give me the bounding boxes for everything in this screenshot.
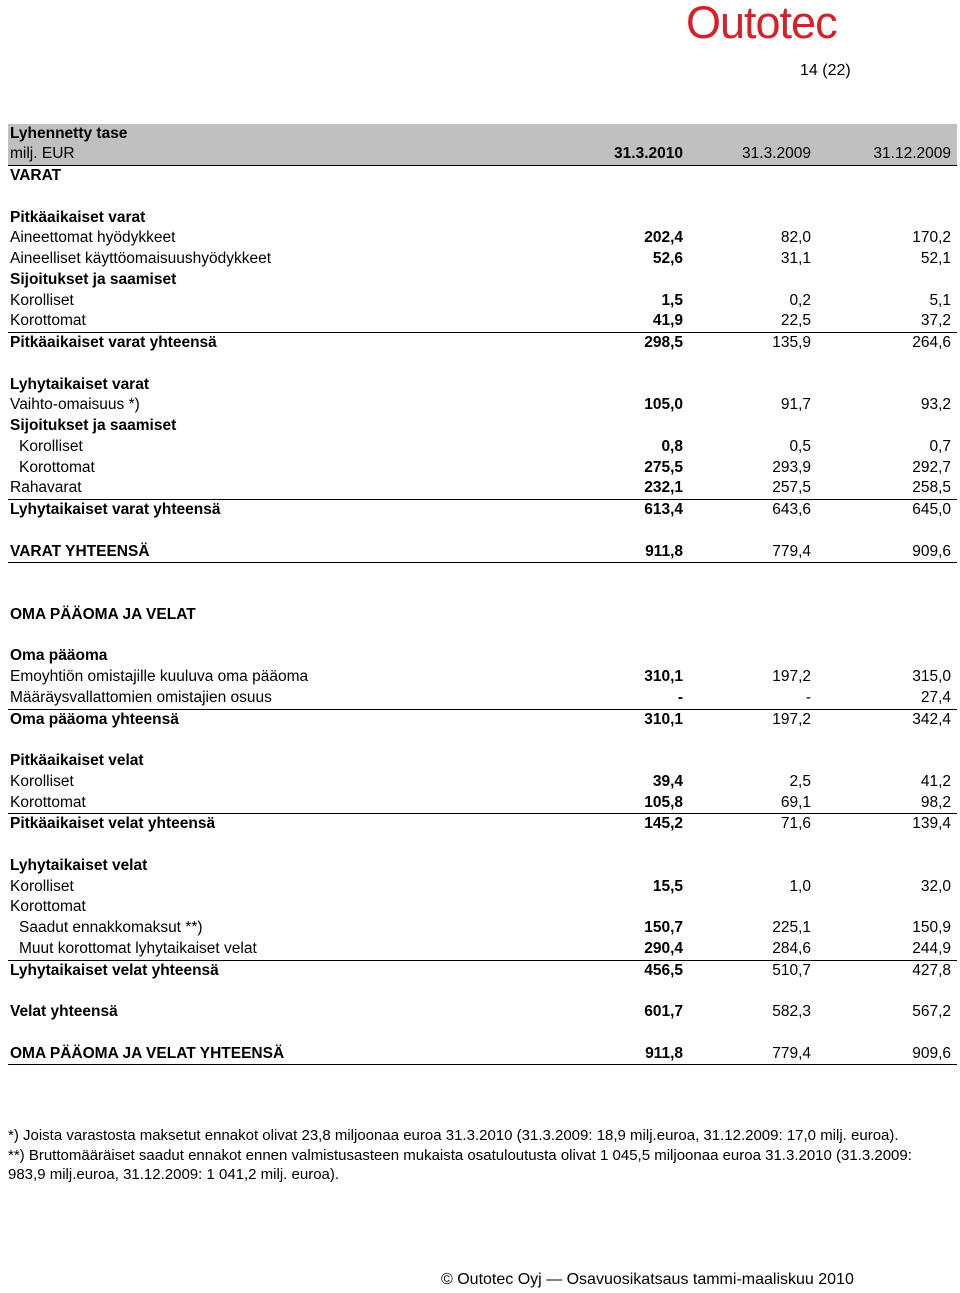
- row-value-col2: 135,9: [772, 334, 811, 351]
- row-value-col1: 52,6: [652, 250, 683, 267]
- table-row: [8, 354, 957, 375]
- row-label: VARAT: [10, 167, 62, 184]
- row-label: Lyhytaikaiset varat: [10, 375, 150, 393]
- table-row: [8, 375, 957, 396]
- row-label: Korolliset: [19, 437, 83, 455]
- row-value-col1: 613,4: [644, 501, 683, 518]
- row-value-col3: 150,9: [912, 919, 951, 936]
- row-value-col2: -: [805, 688, 811, 706]
- row-value-col3: 645,0: [912, 501, 951, 518]
- table-title: Lyhennetty tase: [10, 125, 128, 142]
- table-row: [8, 939, 957, 961]
- row-value-col1: 105,0: [644, 396, 683, 414]
- row-value-col1: 298,5: [644, 334, 683, 351]
- row-value-col3: 244,9: [912, 939, 951, 957]
- footnote-1: *) Joista varastosta maksetut ennakot olivat 23,8 miljoonaa euroa 31.3.2010 (31.3.2009: 18,9 milj.euroa, 31.12.2009: 17,0 milj. euroa).: [8, 1127, 899, 1144]
- row-value-col1: 145,2: [644, 815, 683, 833]
- table-row: [8, 500, 957, 521]
- row-label: Pitkäaikaiset velat yhteensä: [10, 815, 216, 833]
- row-label: Oma pääoma yhteensä: [10, 710, 179, 728]
- row-value-col2: 197,2: [772, 710, 811, 728]
- table-row: [8, 730, 957, 751]
- row-value-col3: 909,6: [912, 542, 951, 560]
- row-value-col2: 225,1: [772, 919, 811, 936]
- row-value-col3: 139,4: [912, 815, 951, 833]
- row-label: Korolliset: [10, 772, 74, 790]
- row-value-col2: 582,3: [772, 1003, 811, 1020]
- table-row: [8, 187, 957, 208]
- row-value-col1: -: [677, 688, 683, 706]
- table-row: [8, 584, 957, 605]
- table-row: [8, 333, 957, 354]
- table-row: [8, 563, 957, 584]
- row-value-col2: 293,9: [772, 458, 811, 476]
- table-row: [8, 688, 957, 710]
- row-label: Muut korottomat lyhytaikaiset velat: [19, 939, 257, 957]
- row-label: OMA PÄÄOMA JA VELAT: [10, 605, 196, 623]
- row-label: Määräysvallattomien omistajien osuus: [10, 688, 272, 706]
- table-row: [8, 416, 957, 437]
- table-row: [8, 270, 957, 291]
- row-label: OMA PÄÄOMA JA VELAT YHTEENSÄ: [10, 1044, 285, 1062]
- row-value-col1: 601,7: [644, 1003, 683, 1020]
- footnote-2: **) Bruttomääräiset saadut ennakot ennen valmistusasteen mukaista osatuloutusta olivat 1 045,5 miljoonaa euroa 31.3.2010 (31.3.2009: 983,9 milj.euroa, 31.12.2009: 1 041,2 milj. euroa).: [8, 1146, 912, 1183]
- balance-sheet-table: [8, 124, 957, 1065]
- column-header-2009q1: 31.3.2009: [742, 145, 811, 162]
- table-row: [8, 166, 957, 187]
- table-row: [8, 897, 957, 918]
- row-label: Aineettomat hyödykkeet: [10, 229, 176, 247]
- row-value-col1: 15,5: [652, 877, 683, 895]
- row-value-col3: 342,4: [912, 710, 951, 728]
- row-label: Pitkäaikaiset velat: [10, 752, 144, 769]
- row-value-col3: 264,6: [912, 334, 951, 351]
- table-row: [8, 667, 957, 688]
- row-value-col1: 911,8: [645, 542, 683, 560]
- row-value-col3: 93,2: [920, 396, 951, 414]
- table-row: [8, 710, 957, 731]
- column-header-2010q1: 31.3.2010: [614, 145, 683, 162]
- row-value-col2: 643,6: [772, 501, 811, 518]
- row-label: Velat yhteensä: [10, 1003, 118, 1020]
- row-value-col1: 456,5: [644, 961, 683, 979]
- row-value-col2: 0,2: [789, 291, 811, 309]
- table-row: [8, 521, 957, 542]
- row-value-col1: 41,9: [652, 312, 683, 330]
- table-unit: milj. EUR: [10, 145, 75, 162]
- row-value-col1: 310,1: [644, 710, 683, 728]
- table-row: [8, 478, 957, 500]
- row-value-col3: 0,7: [929, 437, 951, 455]
- table-row: [8, 835, 957, 856]
- row-label: Lyhytaikaiset varat yhteensä: [10, 501, 221, 518]
- table-row: [8, 1023, 957, 1044]
- page-number: 14 (22): [800, 62, 851, 79]
- table-row: [8, 772, 957, 793]
- row-value-col3: 427,8: [912, 961, 951, 979]
- table-row: [8, 918, 957, 939]
- row-value-col2: 82,0: [780, 229, 811, 247]
- table-row: [8, 646, 957, 667]
- row-label: Korottomat: [10, 793, 86, 811]
- table-header: [8, 124, 957, 166]
- row-value-col2: 91,7: [780, 396, 811, 414]
- row-label: Saadut ennakkomaksut **): [19, 919, 203, 936]
- row-value-col1: 310,1: [644, 668, 683, 685]
- row-value-col3: 170,2: [912, 229, 951, 247]
- row-value-col2: 22,5: [780, 312, 811, 330]
- row-label: Oma pääoma: [10, 647, 108, 665]
- row-value-col2: 1,0: [789, 877, 811, 895]
- row-value-col1: 275,5: [644, 458, 683, 476]
- row-label: Emoyhtiön omistajille kuuluva oma pääoma: [10, 668, 309, 685]
- row-value-col2: 510,7: [772, 961, 811, 979]
- row-value-col2: 284,6: [772, 939, 811, 957]
- table-body: [8, 166, 957, 1065]
- table-row: [8, 877, 957, 898]
- table-row: [8, 249, 957, 270]
- row-value-col3: 567,2: [912, 1003, 951, 1020]
- row-value-col2: 197,2: [772, 668, 811, 685]
- row-value-col2: 69,1: [780, 793, 811, 811]
- row-value-col2: 779,4: [772, 542, 811, 560]
- row-value-col1: 39,4: [652, 772, 683, 790]
- row-value-col3: 258,5: [912, 479, 951, 497]
- table-row: [8, 814, 957, 835]
- table-row: [8, 395, 957, 416]
- row-value-col1: 290,4: [644, 939, 683, 957]
- row-label: Sijoitukset ja saamiset: [10, 270, 177, 288]
- row-value-col2: 71,6: [780, 815, 811, 833]
- row-value-col3: 27,4: [920, 688, 951, 706]
- row-value-col3: 41,2: [920, 772, 951, 790]
- table-row: [8, 311, 957, 333]
- table-row: [8, 208, 957, 229]
- row-value-col1: 911,8: [645, 1044, 683, 1062]
- row-label: Korottomat: [19, 458, 95, 476]
- row-value-col2: 257,5: [772, 479, 811, 497]
- table-row: [8, 751, 957, 772]
- row-label: Korolliset: [10, 291, 74, 309]
- row-value-col2: 779,4: [772, 1044, 811, 1062]
- row-value-col3: 98,2: [920, 793, 951, 811]
- row-value-col3: 32,0: [920, 877, 951, 895]
- row-label: Pitkäaikaiset varat yhteensä: [10, 334, 217, 351]
- row-label: Korolliset: [10, 877, 74, 895]
- row-value-col1: 150,7: [644, 919, 683, 936]
- page-footer: © Outotec Oyj — Osavuosikatsaus tammi-maaliskuu 2010: [441, 1271, 854, 1288]
- row-value-col3: 909,6: [912, 1044, 951, 1062]
- table-row: [8, 291, 957, 312]
- row-value-col1: 1,5: [661, 291, 683, 309]
- table-row: [8, 458, 957, 479]
- row-label: VARAT YHTEENSÄ: [10, 542, 150, 560]
- table-row: [8, 1044, 957, 1066]
- row-value-col2: 0,5: [789, 437, 811, 455]
- table-row: [8, 542, 957, 564]
- row-value-col2: 2,5: [789, 772, 811, 790]
- table-row: [8, 981, 957, 1002]
- table-row: [8, 228, 957, 249]
- row-value-col1: 202,4: [644, 229, 683, 247]
- row-label: Lyhytaikaiset velat: [10, 856, 148, 874]
- company-logo: [686, 0, 856, 46]
- row-label: Sijoitukset ja saamiset: [10, 417, 177, 434]
- footnotes: [8, 1126, 952, 1185]
- row-value-col3: 315,0: [912, 668, 951, 685]
- row-value-col3: 292,7: [912, 458, 951, 476]
- row-value-col1: 0,8: [661, 437, 683, 455]
- row-value-col1: 232,1: [644, 479, 683, 497]
- logo-text: Outotec: [686, 0, 837, 48]
- table-row: [8, 437, 957, 458]
- table-row: [8, 856, 957, 877]
- table-row: [8, 626, 957, 647]
- row-label: Lyhytaikaiset velat yhteensä: [10, 961, 219, 979]
- row-value-col3: 52,1: [920, 250, 951, 267]
- row-value-col2: 31,1: [780, 250, 811, 267]
- row-value-col3: 37,2: [920, 312, 951, 330]
- row-label: Aineelliset käyttöomaisuushyödykkeet: [10, 250, 272, 267]
- table-row: [8, 793, 957, 815]
- table-row: [8, 1002, 957, 1023]
- row-value-col3: 5,1: [929, 291, 951, 309]
- table-row: [8, 605, 957, 626]
- row-label: Korottomat: [10, 312, 86, 330]
- table-row: [8, 961, 957, 982]
- row-label: Pitkäaikaiset varat: [10, 208, 146, 226]
- row-label: Vaihto-omaisuus *): [10, 396, 140, 414]
- row-value-col1: 105,8: [644, 793, 683, 811]
- row-label: Rahavarat: [10, 479, 82, 497]
- row-label: Korottomat: [10, 898, 86, 916]
- column-header-2009fy: 31.12.2009: [873, 145, 951, 162]
